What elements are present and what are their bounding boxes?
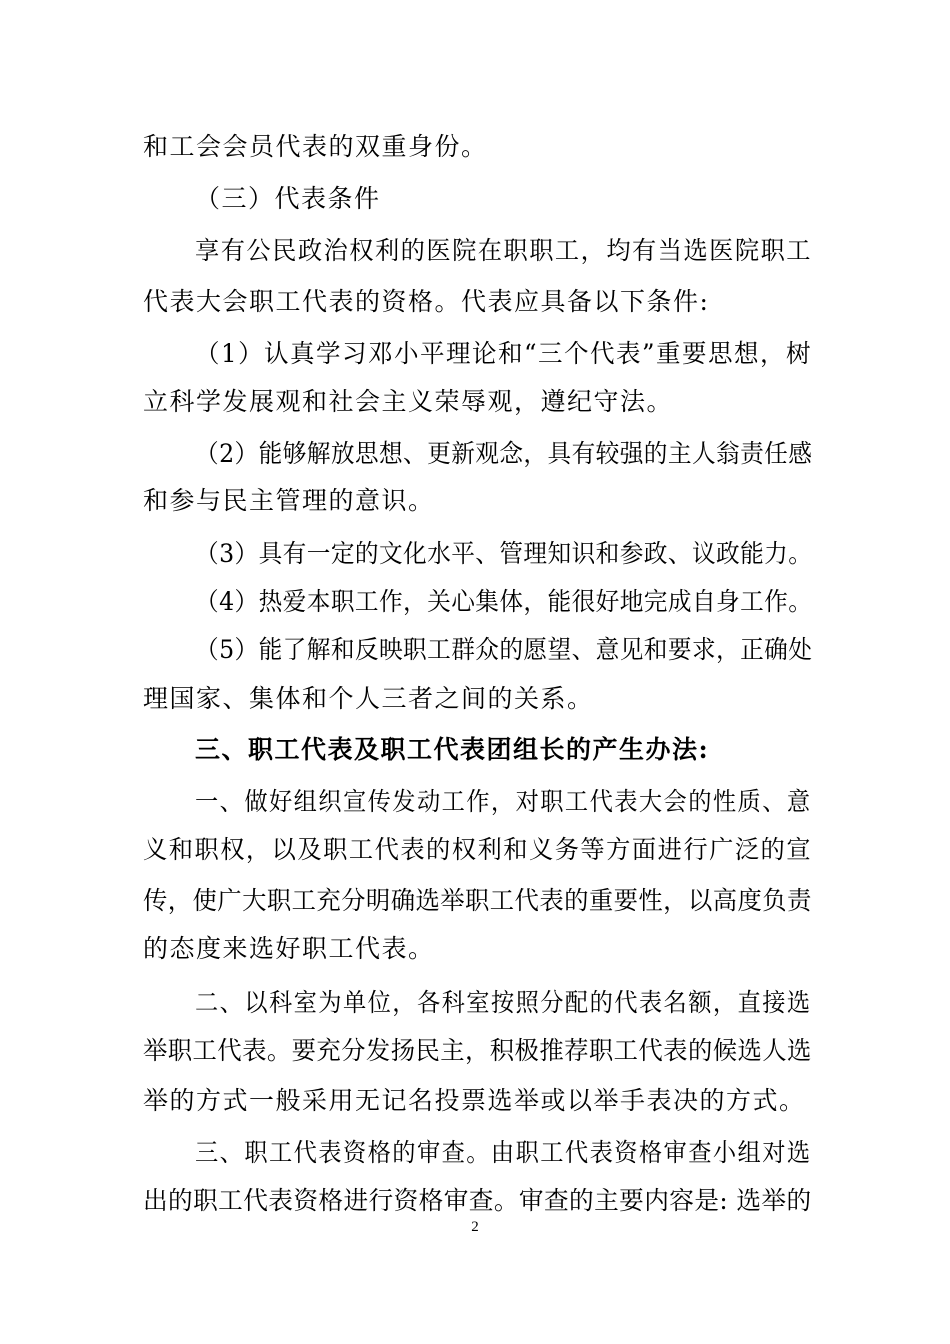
text-line: 立科学发展观和社会主义荣辱观，遵纪守法。	[143, 387, 674, 416]
text-line: 传，使广大职工充分明确选举职工代表的重要性，以高度负责	[143, 886, 812, 915]
text-line: 一、做好组织宣传发动工作，对职工代表大会的性质、意	[195, 787, 812, 816]
text-line: 义和职权，以及职工代表的权利和义务等方面进行广泛的宣	[143, 835, 813, 864]
page-number: 2	[471, 1219, 479, 1235]
text-line: 举职工代表。要充分发扬民主，积极推荐职工代表的候选人选	[143, 1036, 812, 1065]
text-line: 和工会会员代表的双重身份。	[143, 132, 488, 161]
text-line: 出的职工代表资格进行资格审查。审查的主要内容是: 选举的	[143, 1186, 812, 1215]
text-line: 和参与民主管理的意识。	[143, 486, 435, 515]
list-item: （5）能了解和反映职工群众的愿望、意见和要求，正确处	[195, 635, 813, 664]
text-line: 举的方式一般采用无记名投票选举或以举手表决的方式。	[143, 1086, 806, 1115]
section-heading-conditions: （三）代表条件	[195, 184, 381, 213]
text-line: 享有公民政治权利的医院在职职工，均有当选医院职工	[195, 236, 812, 265]
text-line: 代表大会职工代表的资格。代表应具备以下条件:	[143, 287, 710, 316]
text-line: 理国家、集体和个人三者之间的关系。	[143, 684, 594, 713]
list-item: （2）能够解放思想、更新观念，具有较强的主人翁责任感	[195, 439, 813, 468]
list-item: （1）认真学习邓小平理论和“三个代表”重要思想，树	[195, 339, 812, 368]
section-heading: 三、职工代表及职工代表团组长的产生办法:	[195, 735, 710, 764]
text-line: 三、职工代表资格的审查。由职工代表资格审查小组对选	[195, 1138, 812, 1167]
list-item: （3）具有一定的文化水平、管理知识和参政、议政能力。	[195, 539, 813, 568]
text-line: 的态度来选好职工代表。	[143, 934, 435, 963]
text-line: 二、以科室为单位，各科室按照分配的代表名额，直接选	[195, 988, 812, 1017]
list-item: （4）热爱本职工作，关心集体，能很好地完成自身工作。	[195, 587, 813, 616]
